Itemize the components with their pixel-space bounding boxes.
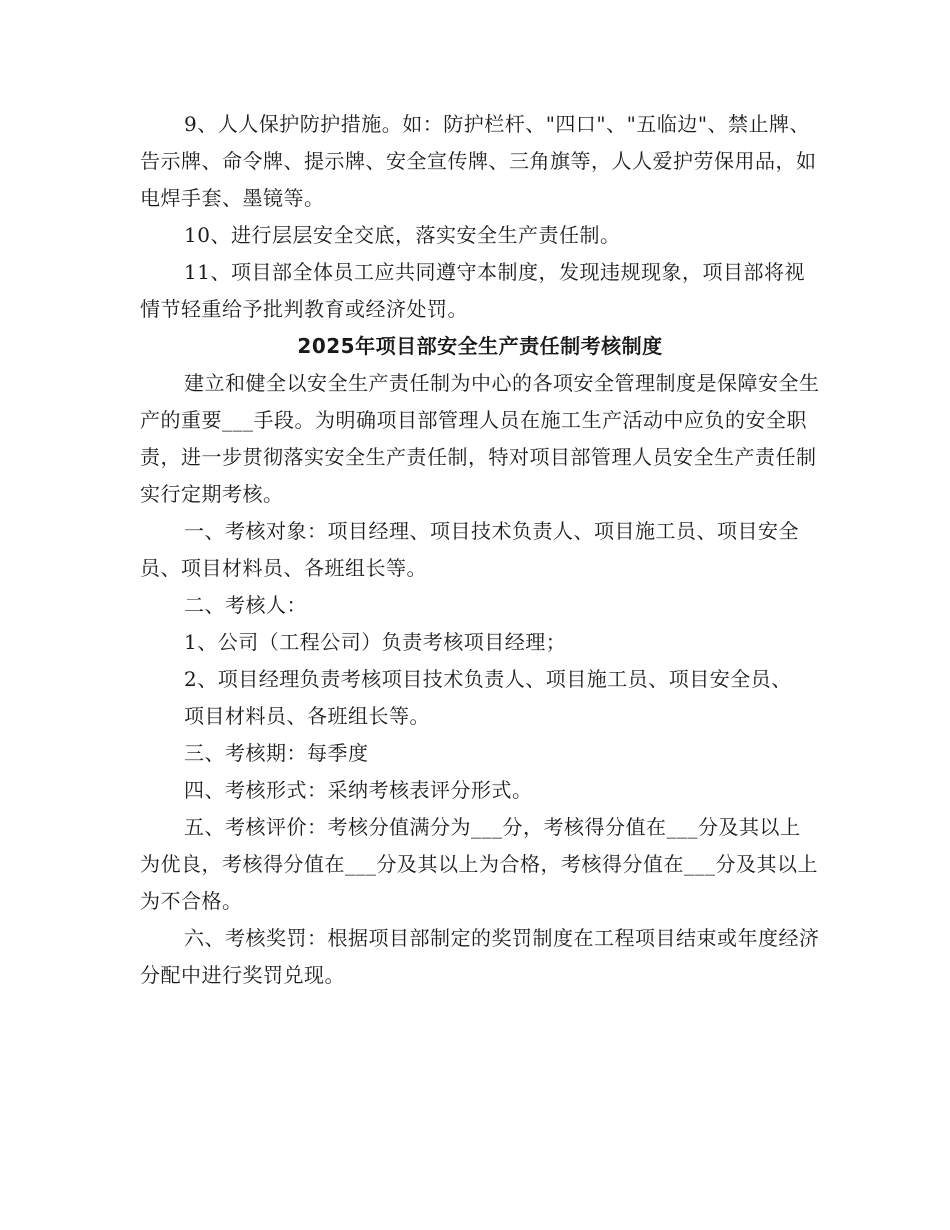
paragraph-item-9: 9、人人保护防护措施。如：防护栏杆、"四口"、"五临边"、禁止牌、告示牌、命令牌、提示牌、安全宣传牌、三角旗等，人人爱护劳保用品，如电焊手套、墨镜等。 xyxy=(140,112,817,210)
section-assessors-item-2-line-1: 2、项目经理负责考核项目技术负责人、项目施工员、项目安全员、 xyxy=(184,667,792,691)
section-assessment-period: 三、考核期：每季度 xyxy=(184,741,369,765)
section-assessors-item-2-line-2: 项目材料员、各班组长等。 xyxy=(184,704,430,728)
document-body xyxy=(140,106,820,994)
section-assessment-targets: 一、考核对象：项目经理、项目技术负责人、项目施工员、项目安全员、项目材料员、各班组长等。 xyxy=(140,519,799,580)
section-assessors-item-1: 1、公司（工程公司）负责考核项目经理； xyxy=(184,630,567,654)
document-title: 2025年项目部安全生产责任制考核制度 xyxy=(297,334,663,358)
section-rewards-penalties: 六、考核奖罚：根据项目部制定的奖罚制度在工程项目结束或年度经济分配中进行奖罚兑现。 xyxy=(140,926,820,987)
section-assessment-form: 四、考核形式：采纳考核表评分形式。 xyxy=(184,778,533,802)
intro-paragraph: 建立和健全以安全生产责任制为中心的各项安全管理制度是保障安全生产的重要___手段。为明确项目部管理人员在施工生产活动中应负的安全职责，进一步贯彻落实安全生产责任制，特对项目部管理人员安全生产责任制实行定期考核。 xyxy=(140,371,820,506)
paragraph-item-10: 10、进行层层安全交底，落实安全生产责任制。 xyxy=(184,223,621,247)
section-assessors-heading: 二、考核人： xyxy=(184,593,307,617)
section-assessment-evaluation: 五、考核评价：考核分值满分为___分，考核得分值在___分及其以上为优良，考核得分值在___分及其以上为合格，考核得分值在___分及其以上为不合格。 xyxy=(140,815,818,913)
paragraph-item-11: 11、项目部全体员工应共同遵守本制度，发现违规现象，项目部将视情节轻重给予批判教育或经济处罚。 xyxy=(140,260,805,321)
